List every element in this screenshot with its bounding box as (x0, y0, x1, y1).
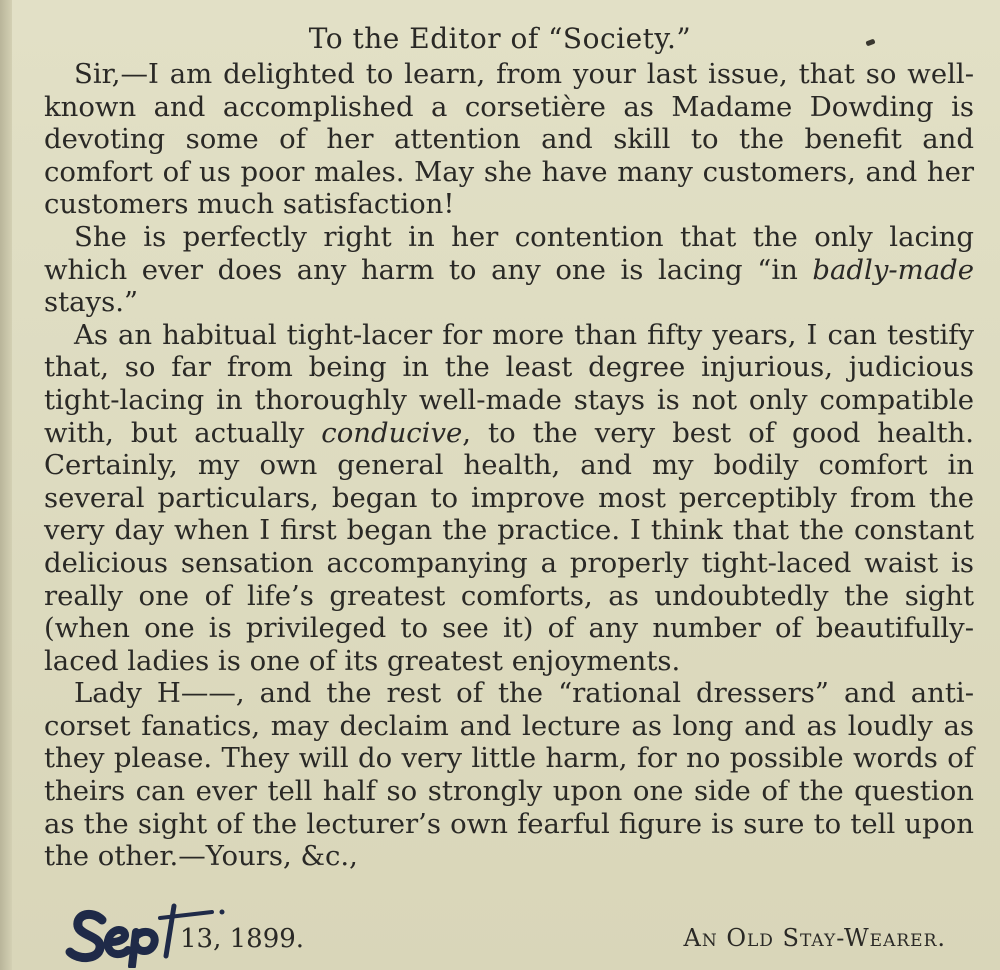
italic-emphasis: badly-made (812, 253, 974, 286)
paragraph-2: She is perfectly right in her contention that the only lacing which ever does any harm to any one is lacing “in badly-made stays.” (44, 220, 974, 319)
paragraph-4: Lady H——, and the rest of the “rational dressers” and anti-corset fanatics, may declaim and lecture as long and as loudly as they please. They will do very little harm, for no possible words of theirs can ever tell half so strongly upon one side of the question as the sight of the lecturer’s own fearful figure is sure to tell upon the other.—Yours, &c., (44, 677, 974, 873)
letter-date: 13, 1899. (180, 924, 305, 954)
clipping-edge (0, 0, 12, 970)
paragraph-3: As an habitual tight-lacer for more than fifty years, I can testify that, so far from being in the least degree injurious, judicious tight-lacing in thoroughly well-made stays is not only compatible with, but actually conducive, to the very best of good health. Certainly, my own general health, and my bodily comfort in several particulars, began to improve most perceptibly from the very day when I first began the practice. I think that the constant delicious sensation accompanying a properly tight-laced waist is really one of life’s greatest comforts, as undoubtedly the sight (when one is privileged to see it) of any number of beautifully-laced ladies is one of its greatest enjoyments. (44, 318, 974, 677)
letter-heading: To the Editor of “Society.” (308, 22, 692, 55)
letter-footer (44, 908, 974, 958)
paragraph-1: Sir,—I am delighted to learn, from your last issue, that so well-known and accomplished a corsetière as Madame Dowding is devoting some of her attention and skill to the benefit and comfort of us poor males. May she have many customers, and her customers much satisfaction! (44, 58, 974, 221)
italic-emphasis: conducive (321, 416, 463, 449)
signature-line: An Old Stay-Wearer. (683, 924, 946, 952)
letter-body (44, 58, 974, 873)
